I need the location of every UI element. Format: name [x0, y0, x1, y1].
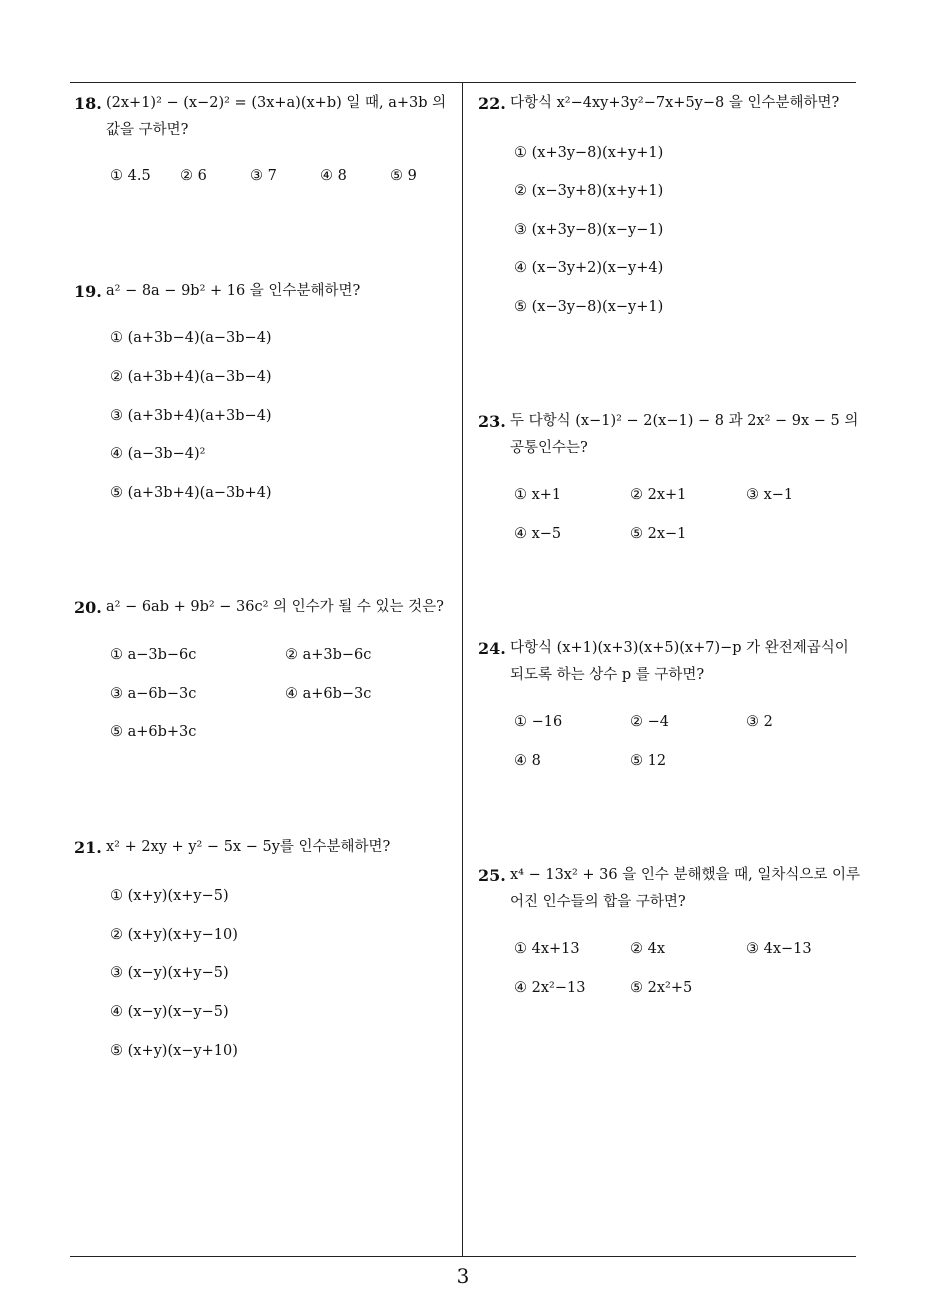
- option-5[interactable]: ⑤ a+6b+3c: [110, 724, 197, 740]
- question-text: a² − 8a − 9b² + 16 을 인수분해하면?: [106, 283, 361, 299]
- question-stem: [478, 862, 863, 916]
- option-3[interactable]: ③ (x+3y−8)(x−y−1): [514, 222, 664, 238]
- question-text: 다항식 (x+1)(x+3)(x+5)(x+7)−p 가 완전제곱식이 되도록 하는 상수 p 를 구하면?: [510, 640, 849, 683]
- option-3[interactable]: ③ 4x−13: [746, 941, 812, 957]
- top-rule: [70, 82, 856, 83]
- option-1[interactable]: ① (x+y)(x+y−5): [110, 888, 229, 904]
- question-number: 22.: [478, 94, 506, 113]
- option-2[interactable]: ② (x−3y+8)(x+y+1): [514, 183, 664, 199]
- option-2[interactable]: ② −4: [630, 714, 669, 730]
- option-4[interactable]: ④ 8: [320, 168, 347, 184]
- option-1[interactable]: ① (x+3y−8)(x+y+1): [514, 145, 664, 161]
- question-text: 두 다항식 (x−1)² − 2(x−1) − 8 과 2x² − 9x − 5 의 공통인수는?: [510, 413, 859, 456]
- question-number: 25.: [478, 866, 506, 885]
- question-number: 21.: [74, 838, 102, 857]
- question-23: [478, 408, 863, 462]
- question-text: x² + 2xy + y² − 5x − 5y를 인수분해하면?: [106, 839, 391, 855]
- question-number: 20.: [74, 598, 102, 617]
- option-1[interactable]: ① (a+3b−4)(a−3b−4): [110, 330, 272, 346]
- column-divider: [462, 82, 463, 1256]
- question-stem: [74, 594, 459, 621]
- question-text: 다항식 x²−4xy+3y²−7x+5y−8 을 인수분해하면?: [510, 95, 840, 111]
- option-1[interactable]: ① 4x+13: [514, 941, 580, 957]
- option-3[interactable]: ③ x−1: [746, 487, 794, 503]
- option-4[interactable]: ④ (a−3b−4)²: [110, 446, 206, 462]
- option-2[interactable]: ② (x+y)(x+y−10): [110, 927, 238, 943]
- bottom-rule: [70, 1256, 856, 1257]
- option-5[interactable]: ⑤ (a+3b+4)(a−3b+4): [110, 485, 272, 501]
- option-3[interactable]: ③ 2: [746, 714, 773, 730]
- option-4[interactable]: ④ (x−y)(x−y−5): [110, 1004, 229, 1020]
- question-stem: [478, 90, 863, 117]
- question-number: 24.: [478, 639, 506, 658]
- option-2[interactable]: ② 6: [180, 168, 207, 184]
- option-2[interactable]: ② 2x+1: [630, 487, 687, 503]
- question-24: [478, 635, 863, 689]
- option-5[interactable]: ⑤ 2x−1: [630, 526, 687, 542]
- option-5[interactable]: ⑤ 12: [630, 753, 667, 769]
- option-1[interactable]: ① x+1: [514, 487, 562, 503]
- question-22: [478, 90, 863, 117]
- option-3[interactable]: ③ a−6b−3c: [110, 686, 197, 702]
- option-1[interactable]: ① −16: [514, 714, 563, 730]
- option-5[interactable]: ⑤ (x+y)(x−y+10): [110, 1043, 238, 1059]
- option-2[interactable]: ② (a+3b+4)(a−3b−4): [110, 369, 272, 385]
- option-5[interactable]: ⑤ (x−3y−8)(x−y+1): [514, 299, 664, 315]
- question-text: x⁴ − 13x² + 36 을 인수 분해했을 때, 일차식으로 이루어진 인수들의 합을 구하면?: [510, 867, 860, 910]
- question-19: [74, 278, 459, 305]
- option-3[interactable]: ③ (a+3b+4)(a+3b−4): [110, 408, 272, 424]
- option-3[interactable]: ③ 7: [250, 168, 277, 184]
- option-4[interactable]: ④ 8: [514, 753, 541, 769]
- option-4[interactable]: ④ x−5: [514, 526, 562, 542]
- question-number: 23.: [478, 412, 506, 431]
- option-1[interactable]: ① 4.5: [110, 168, 151, 184]
- question-number: 19.: [74, 282, 102, 301]
- question-stem: [478, 408, 863, 462]
- question-21: [74, 834, 459, 861]
- question-text: a² − 6ab + 9b² − 36c² 의 인수가 될 수 있는 것은?: [106, 599, 444, 615]
- option-1[interactable]: ① a−3b−6c: [110, 647, 197, 663]
- question-25: [478, 862, 863, 916]
- question-18: [74, 90, 459, 144]
- option-4[interactable]: ④ (x−3y+2)(x−y+4): [514, 260, 664, 276]
- question-20: [74, 594, 459, 621]
- option-5[interactable]: ⑤ 2x²+5: [630, 980, 693, 996]
- page-number: 3: [456, 1264, 470, 1288]
- question-stem: [478, 635, 863, 689]
- question-stem: [74, 278, 459, 305]
- option-4[interactable]: ④ a+6b−3c: [285, 686, 372, 702]
- option-2[interactable]: ② a+3b−6c: [285, 647, 372, 663]
- question-text: (2x+1)² − (x−2)² = (3x+a)(x+b) 일 때, a+3b 의 값을 구하면?: [106, 95, 447, 138]
- option-2[interactable]: ② 4x: [630, 941, 666, 957]
- question-stem: [74, 90, 459, 144]
- option-3[interactable]: ③ (x−y)(x+y−5): [110, 965, 229, 981]
- option-5[interactable]: ⑤ 9: [390, 168, 417, 184]
- option-4[interactable]: ④ 2x²−13: [514, 980, 586, 996]
- question-stem: [74, 834, 459, 861]
- question-number: 18.: [74, 94, 102, 113]
